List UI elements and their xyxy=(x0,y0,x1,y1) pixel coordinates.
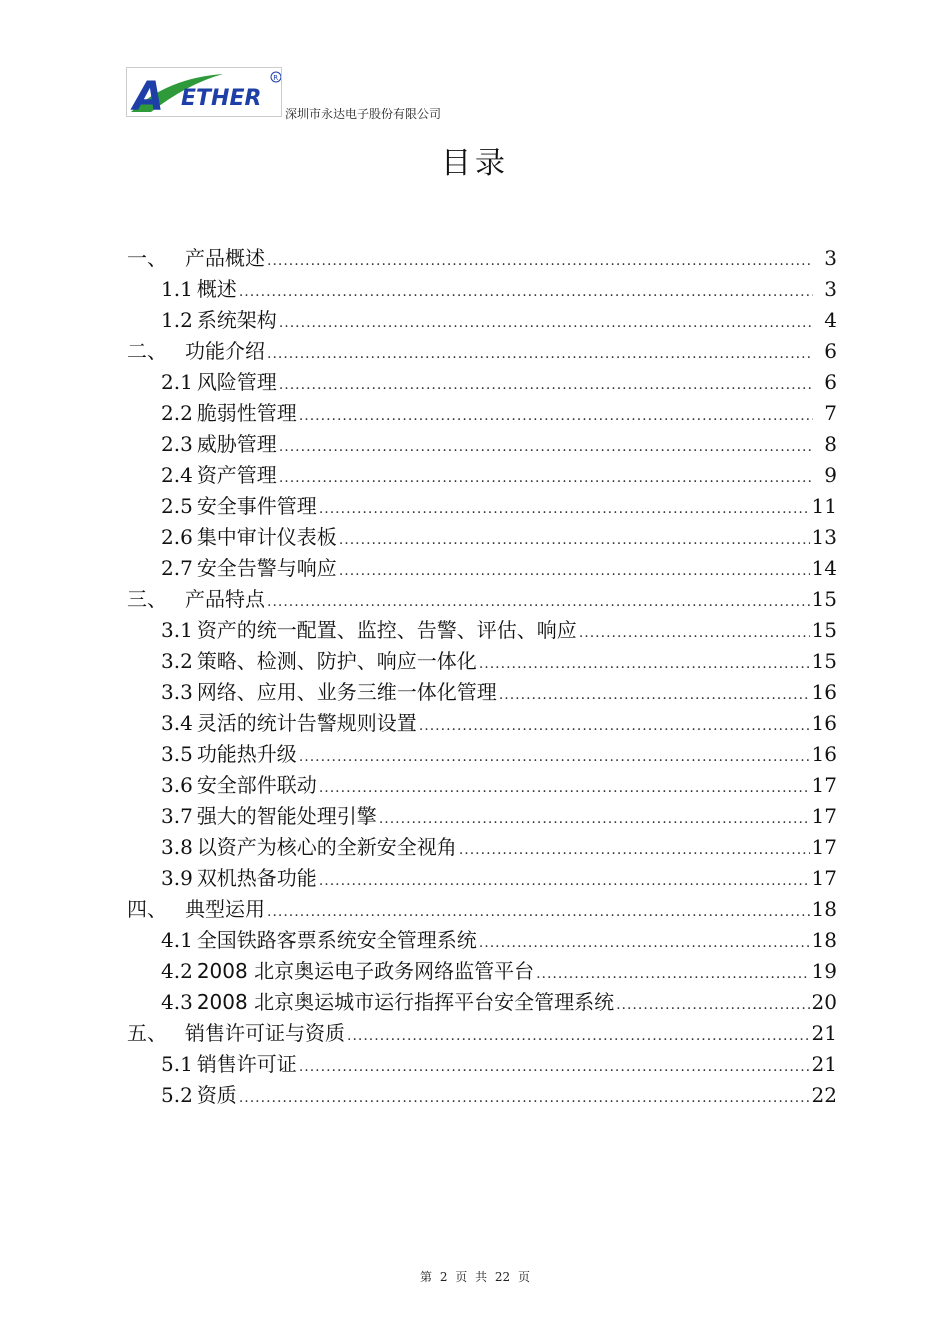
toc-entry-title: 资产管理 xyxy=(196,463,277,487)
toc-entry-title: 资产的统一配置、监控、告警、评估、响应 xyxy=(196,618,577,642)
toc-entry[interactable] xyxy=(127,738,837,769)
toc-dot-leader xyxy=(419,718,810,734)
toc-entry-title: 资质 xyxy=(196,1083,237,1107)
toc-entry[interactable] xyxy=(127,862,837,893)
toc-dot-leader xyxy=(299,408,813,424)
toc-dot-leader xyxy=(267,594,810,610)
toc-entry-page: 16 xyxy=(811,711,837,735)
toc-entry-number: 4.2 xyxy=(161,959,193,983)
toc-entry-page: 17 xyxy=(811,835,837,859)
toc-entry[interactable] xyxy=(127,521,837,552)
toc-entry-number: 3.6 xyxy=(161,773,193,797)
toc-dot-leader xyxy=(319,873,810,889)
toc-entry-title: 安全部件联动 xyxy=(196,773,317,797)
toc-entry[interactable] xyxy=(127,397,837,428)
toc-dot-leader xyxy=(319,780,810,796)
toc-entry-title: 功能热升级 xyxy=(196,742,297,766)
toc-entry-page: 11 xyxy=(811,494,837,518)
toc-entry-number: 三、 xyxy=(127,587,167,611)
toc-entry[interactable] xyxy=(127,831,837,862)
toc-entry-number: 3.3 xyxy=(161,680,193,704)
toc-entry-number: 2.5 xyxy=(161,494,193,518)
toc-entry-number: 1.2 xyxy=(161,308,193,332)
toc-dot-leader xyxy=(339,563,810,579)
company-logo xyxy=(126,67,282,117)
toc-entry[interactable] xyxy=(127,769,837,800)
toc-entry-number: 四、 xyxy=(127,897,167,921)
toc-entry-title: 策略、检测、防护、响应一体化 xyxy=(196,649,477,673)
toc-entry[interactable] xyxy=(127,1079,837,1110)
toc-dot-leader xyxy=(479,656,810,672)
toc-dot-leader xyxy=(319,501,810,517)
toc-entry[interactable] xyxy=(127,614,837,645)
toc-entry-page: 18 xyxy=(811,928,837,952)
logo-wordmark: ETHER xyxy=(181,86,262,111)
toc-entry-title: 风险管理 xyxy=(196,370,277,394)
toc-entry[interactable] xyxy=(127,335,837,366)
toc-dot-leader xyxy=(536,966,809,982)
toc-entry[interactable] xyxy=(127,645,837,676)
toc-entry-page: 14 xyxy=(811,556,837,580)
toc-entry-number: 5.1 xyxy=(161,1052,193,1076)
toc-entry-page: 6 xyxy=(824,370,837,394)
toc-dot-leader xyxy=(339,532,810,548)
toc-entry-title: 全国铁路客票系统安全管理系统 xyxy=(196,928,477,952)
toc-entry[interactable] xyxy=(127,893,837,924)
toc-entry-number: 五、 xyxy=(127,1021,167,1045)
toc-entry-number: 2.6 xyxy=(161,525,193,549)
toc-dot-leader xyxy=(347,1028,810,1044)
toc-entry-page: 15 xyxy=(811,618,837,642)
toc-dot-leader xyxy=(479,935,810,951)
toc-entry-page: 17 xyxy=(811,773,837,797)
toc-entry-number: 5.2 xyxy=(161,1083,193,1107)
toc-entry-title: 销售许可证 xyxy=(196,1052,297,1076)
logo-letter-a: A xyxy=(133,74,164,117)
toc-entry[interactable] xyxy=(127,986,837,1017)
toc-entry[interactable] xyxy=(127,955,837,986)
toc-entry-title: 功能介绍 xyxy=(185,339,265,363)
toc-dot-leader xyxy=(267,346,813,362)
toc-entry-title: 概述 xyxy=(196,277,237,301)
toc-entry-page: 3 xyxy=(824,246,837,270)
toc-entry[interactable] xyxy=(127,242,837,273)
toc-entry-page: 19 xyxy=(811,959,837,983)
toc-dot-leader xyxy=(459,842,810,858)
toc-entry-title: 典型运用 xyxy=(185,897,265,921)
toc-entry-number: 2.3 xyxy=(161,432,193,456)
toc-dot-leader xyxy=(616,997,809,1013)
toc-entry-page: 15 xyxy=(811,649,837,673)
toc-entry[interactable] xyxy=(127,707,837,738)
toc-entry-page: 21 xyxy=(811,1021,837,1045)
toc-entry-page: 15 xyxy=(811,587,837,611)
toc-entry-title: 销售许可证与资质 xyxy=(185,1021,345,1045)
toc-entry-number: 3.8 xyxy=(161,835,193,859)
toc-entry[interactable] xyxy=(127,1017,837,1048)
toc-entry-number: 2.7 xyxy=(161,556,193,580)
toc-entry-title: 网络、应用、业务三维一体化管理 xyxy=(196,680,497,704)
toc-entry-page: 18 xyxy=(811,897,837,921)
toc-entry-page: 4 xyxy=(824,308,837,332)
toc-dot-leader xyxy=(379,811,810,827)
toc-dot-leader xyxy=(267,253,813,269)
toc-entry-number: 1.1 xyxy=(161,277,193,301)
toc-entry-page: 9 xyxy=(824,463,837,487)
company-name: 深圳市永达电子股份有限公司 xyxy=(285,107,442,121)
toc-dot-leader xyxy=(579,625,810,641)
toc-entry[interactable] xyxy=(127,366,837,397)
registered-mark-letter: R xyxy=(273,74,279,82)
page-footer: 第 2 页 共 22 页 xyxy=(420,1270,530,1284)
toc-entry-number: 一、 xyxy=(127,246,167,270)
toc-entry[interactable] xyxy=(127,924,837,955)
page-header xyxy=(126,67,486,123)
toc-dot-leader xyxy=(239,1090,810,1106)
toc-entry[interactable] xyxy=(127,304,837,335)
toc-entry-page: 7 xyxy=(824,401,837,425)
toc-entry-title: 灵活的统计告警规则设置 xyxy=(196,711,417,735)
toc-entry-number: 2.2 xyxy=(161,401,193,425)
aether-logo-icon xyxy=(127,68,282,117)
toc-entry-page: 6 xyxy=(824,339,837,363)
toc-entry-title: 安全事件管理 xyxy=(196,494,317,518)
toc-entry-page: 16 xyxy=(811,680,837,704)
toc-entry-title: 2008 北京奥运城市运行指挥平台安全管理系统 xyxy=(196,990,615,1014)
toc-entry-title: 威胁管理 xyxy=(196,432,277,456)
toc-entry[interactable] xyxy=(127,459,837,490)
toc-entry[interactable] xyxy=(127,676,837,707)
toc-entry[interactable] xyxy=(127,428,837,459)
toc-entry-number: 4.3 xyxy=(161,990,193,1014)
toc-entry-title: 产品特点 xyxy=(185,587,265,611)
toc-dot-leader xyxy=(239,284,813,300)
toc-entry-title: 脆弱性管理 xyxy=(196,401,297,425)
toc-entry-page: 17 xyxy=(811,804,837,828)
toc-dot-leader xyxy=(279,315,813,331)
toc-entry[interactable] xyxy=(127,583,837,614)
toc-dot-leader xyxy=(267,904,810,920)
toc-entry-number: 3.5 xyxy=(161,742,193,766)
toc-entry-title: 双机热备功能 xyxy=(196,866,317,890)
toc-entry-number: 2.1 xyxy=(161,370,193,394)
toc-entry-title: 集中审计仪表板 xyxy=(196,525,337,549)
table-of-contents xyxy=(127,242,837,1110)
toc-entry-title: 强大的智能处理引擎 xyxy=(196,804,377,828)
toc-entry-page: 21 xyxy=(811,1052,837,1076)
toc-entry-number: 3.9 xyxy=(161,866,193,890)
toc-entry-number: 3.4 xyxy=(161,711,193,735)
toc-entry-number: 二、 xyxy=(127,339,167,363)
toc-entry-page: 20 xyxy=(811,990,837,1014)
toc-entry-title: 以资产为核心的全新安全视角 xyxy=(196,835,457,859)
toc-dot-leader xyxy=(299,1059,810,1075)
toc-entry-number: 3.1 xyxy=(161,618,193,642)
toc-entry-title: 安全告警与响应 xyxy=(196,556,337,580)
toc-entry[interactable] xyxy=(127,490,837,521)
page-title: 目录 xyxy=(441,146,509,181)
toc-entry[interactable] xyxy=(127,1048,837,1079)
toc-entry[interactable] xyxy=(127,800,837,831)
toc-entry[interactable] xyxy=(127,552,837,583)
toc-entry-number: 4.1 xyxy=(161,928,193,952)
toc-entry-title: 产品概述 xyxy=(185,246,265,270)
toc-entry-page: 17 xyxy=(811,866,837,890)
toc-entry-title: 2008 北京奥运电子政务网络监管平台 xyxy=(196,959,535,983)
toc-entry-page: 8 xyxy=(824,432,837,456)
toc-entry-number: 3.2 xyxy=(161,649,193,673)
toc-dot-leader xyxy=(279,439,813,455)
toc-entry-page: 22 xyxy=(811,1083,837,1107)
toc-entry[interactable] xyxy=(127,273,837,304)
toc-entry-number: 3.7 xyxy=(161,804,193,828)
toc-dot-leader xyxy=(279,377,813,393)
toc-entry-page: 13 xyxy=(811,525,837,549)
toc-dot-leader xyxy=(279,470,813,486)
toc-dot-leader xyxy=(299,749,810,765)
toc-entry-title: 系统架构 xyxy=(196,308,277,332)
toc-entry-page: 16 xyxy=(811,742,837,766)
toc-entry-page: 3 xyxy=(824,277,837,301)
toc-entry-number: 2.4 xyxy=(161,463,193,487)
toc-dot-leader xyxy=(499,687,810,703)
